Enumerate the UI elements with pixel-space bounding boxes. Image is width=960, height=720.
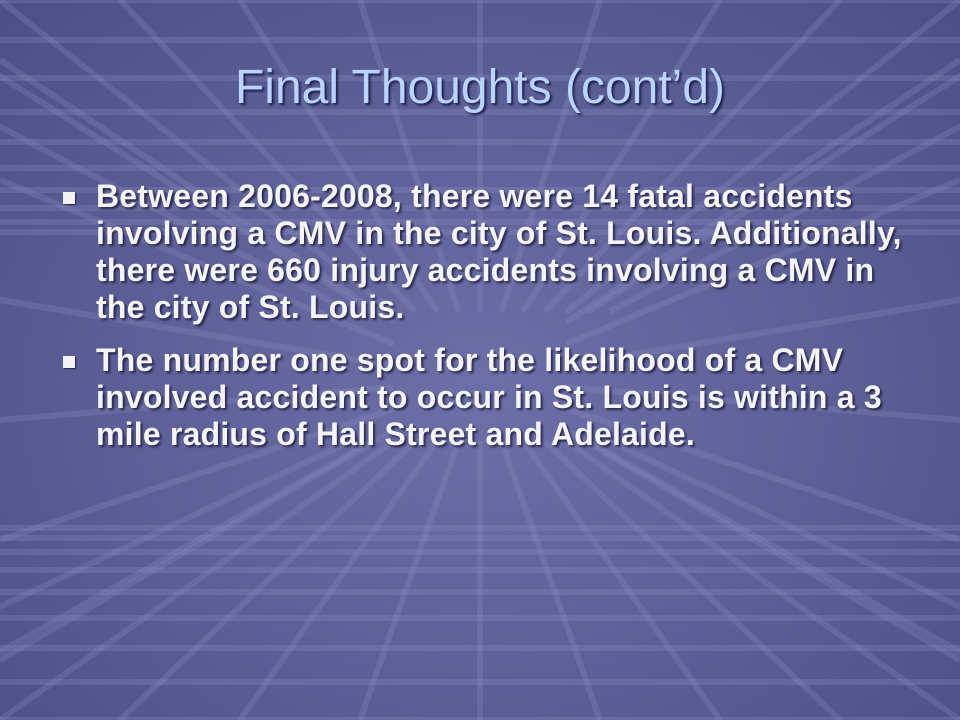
slide-title: Final Thoughts (cont’d) xyxy=(234,61,726,114)
square-bullet-icon xyxy=(63,192,75,204)
bullet-list xyxy=(60,178,920,469)
square-bullet-icon xyxy=(63,356,75,368)
bullet-item xyxy=(60,178,920,326)
bullet-text: Between 2006-2008, there were 14 fatal accidents involving a CMV in the city of St. Louis. Additionally, there were 660 injury accidents involving a CMV in the city of St. Louis. xyxy=(96,178,902,325)
bullet-item xyxy=(60,342,920,453)
bullet-text: The number one spot for the likelihood of a CMV involved accident to occur in St. Louis is within a 3 mile radius of Hall Street and Adelaide. xyxy=(96,342,882,452)
